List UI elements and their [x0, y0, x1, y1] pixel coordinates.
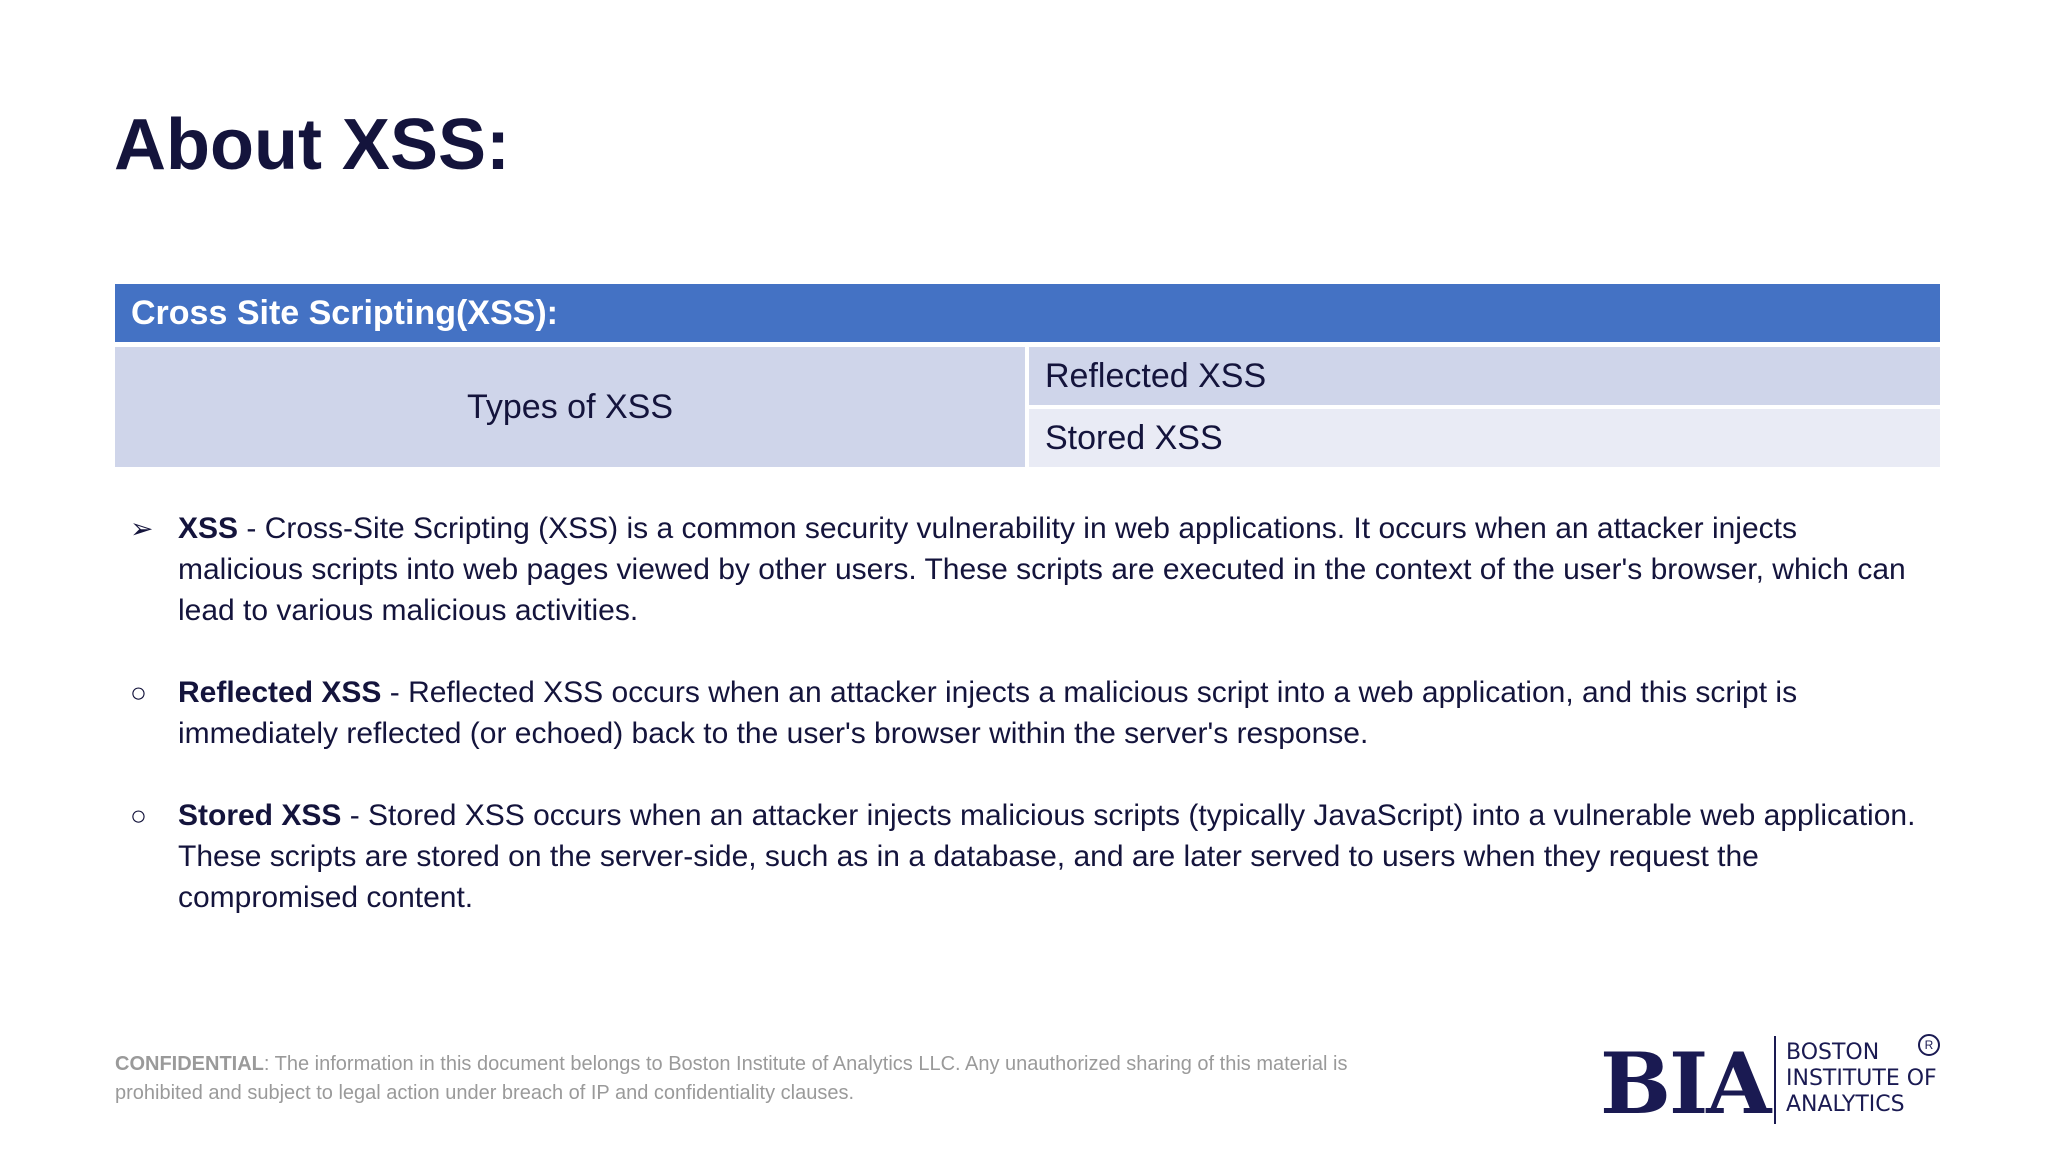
- bullet-term: XSS: [178, 512, 239, 545]
- table-header: Cross Site Scripting(XSS):: [115, 284, 1940, 342]
- bullet-item-reflected-xss: [130, 672, 1930, 754]
- logo-line-2: INSTITUTE OF: [1786, 1066, 1937, 1091]
- circle-bullet-icon: ○: [130, 677, 147, 708]
- table-cell-reflected-xss: Reflected XSS: [1029, 347, 1940, 405]
- bullet-item-stored-xss: [130, 795, 1930, 918]
- logo-divider: [1774, 1036, 1776, 1124]
- table-cell-stored-xss: Stored XSS: [1029, 409, 1940, 467]
- bullet-term: Reflected XSS: [178, 676, 382, 709]
- bullet-text: - Reflected XSS occurs when an attacker injects a malicious script into a web application, and this script is immediately reflected (or echoed) back to the user's browser within the server's response.: [178, 676, 1798, 750]
- bullet-term: Stored XSS: [178, 799, 342, 832]
- logo-line-3: ANALYTICS: [1786, 1092, 1905, 1117]
- circle-bullet-icon: ○: [130, 800, 147, 831]
- bullet-text: - Stored XSS occurs when an attacker injects malicious scripts (typically JavaScript) into a vulnerable web application. These scripts are stored on the server-side, such as in a database, and are later served to users when they request the compromised content.: [178, 799, 1916, 914]
- bullet-list: [130, 508, 1930, 959]
- registered-trademark-icon: R: [1918, 1034, 1940, 1056]
- bia-logo: [1600, 1030, 1940, 1133]
- xss-types-table: [115, 284, 1940, 467]
- bullet-item-xss: [130, 508, 1930, 631]
- table-types-column: [1029, 347, 1940, 467]
- table-body: [115, 347, 1940, 467]
- logo-mark: BIA: [1600, 1034, 1770, 1133]
- arrow-bullet-icon: ➢: [130, 513, 154, 544]
- confidential-label: CONFIDENTIAL: [115, 1053, 264, 1075]
- confidential-text: : The information in this document belongs to Boston Institute of Analytics LLC. Any unauthorized sharing of this material is prohibited and subject to legal action under breach of IP and confidentiality clauses.: [115, 1053, 1348, 1104]
- bullet-text: - Cross-Site Scripting (XSS) is a common security vulnerability in web applications. It occurs when an attacker injects malicious scripts into web pages viewed by other users. These scripts are executed in the context of the user's browser, which can lead to various malicious activities.: [178, 512, 1906, 627]
- slide-title: About XSS:: [114, 105, 510, 185]
- table-cell-types: Types of XSS: [115, 347, 1025, 467]
- confidentiality-notice: [115, 1050, 1365, 1108]
- logo-line-1: BOSTON: [1786, 1040, 1880, 1065]
- logo-wordmark: [1786, 1040, 1937, 1118]
